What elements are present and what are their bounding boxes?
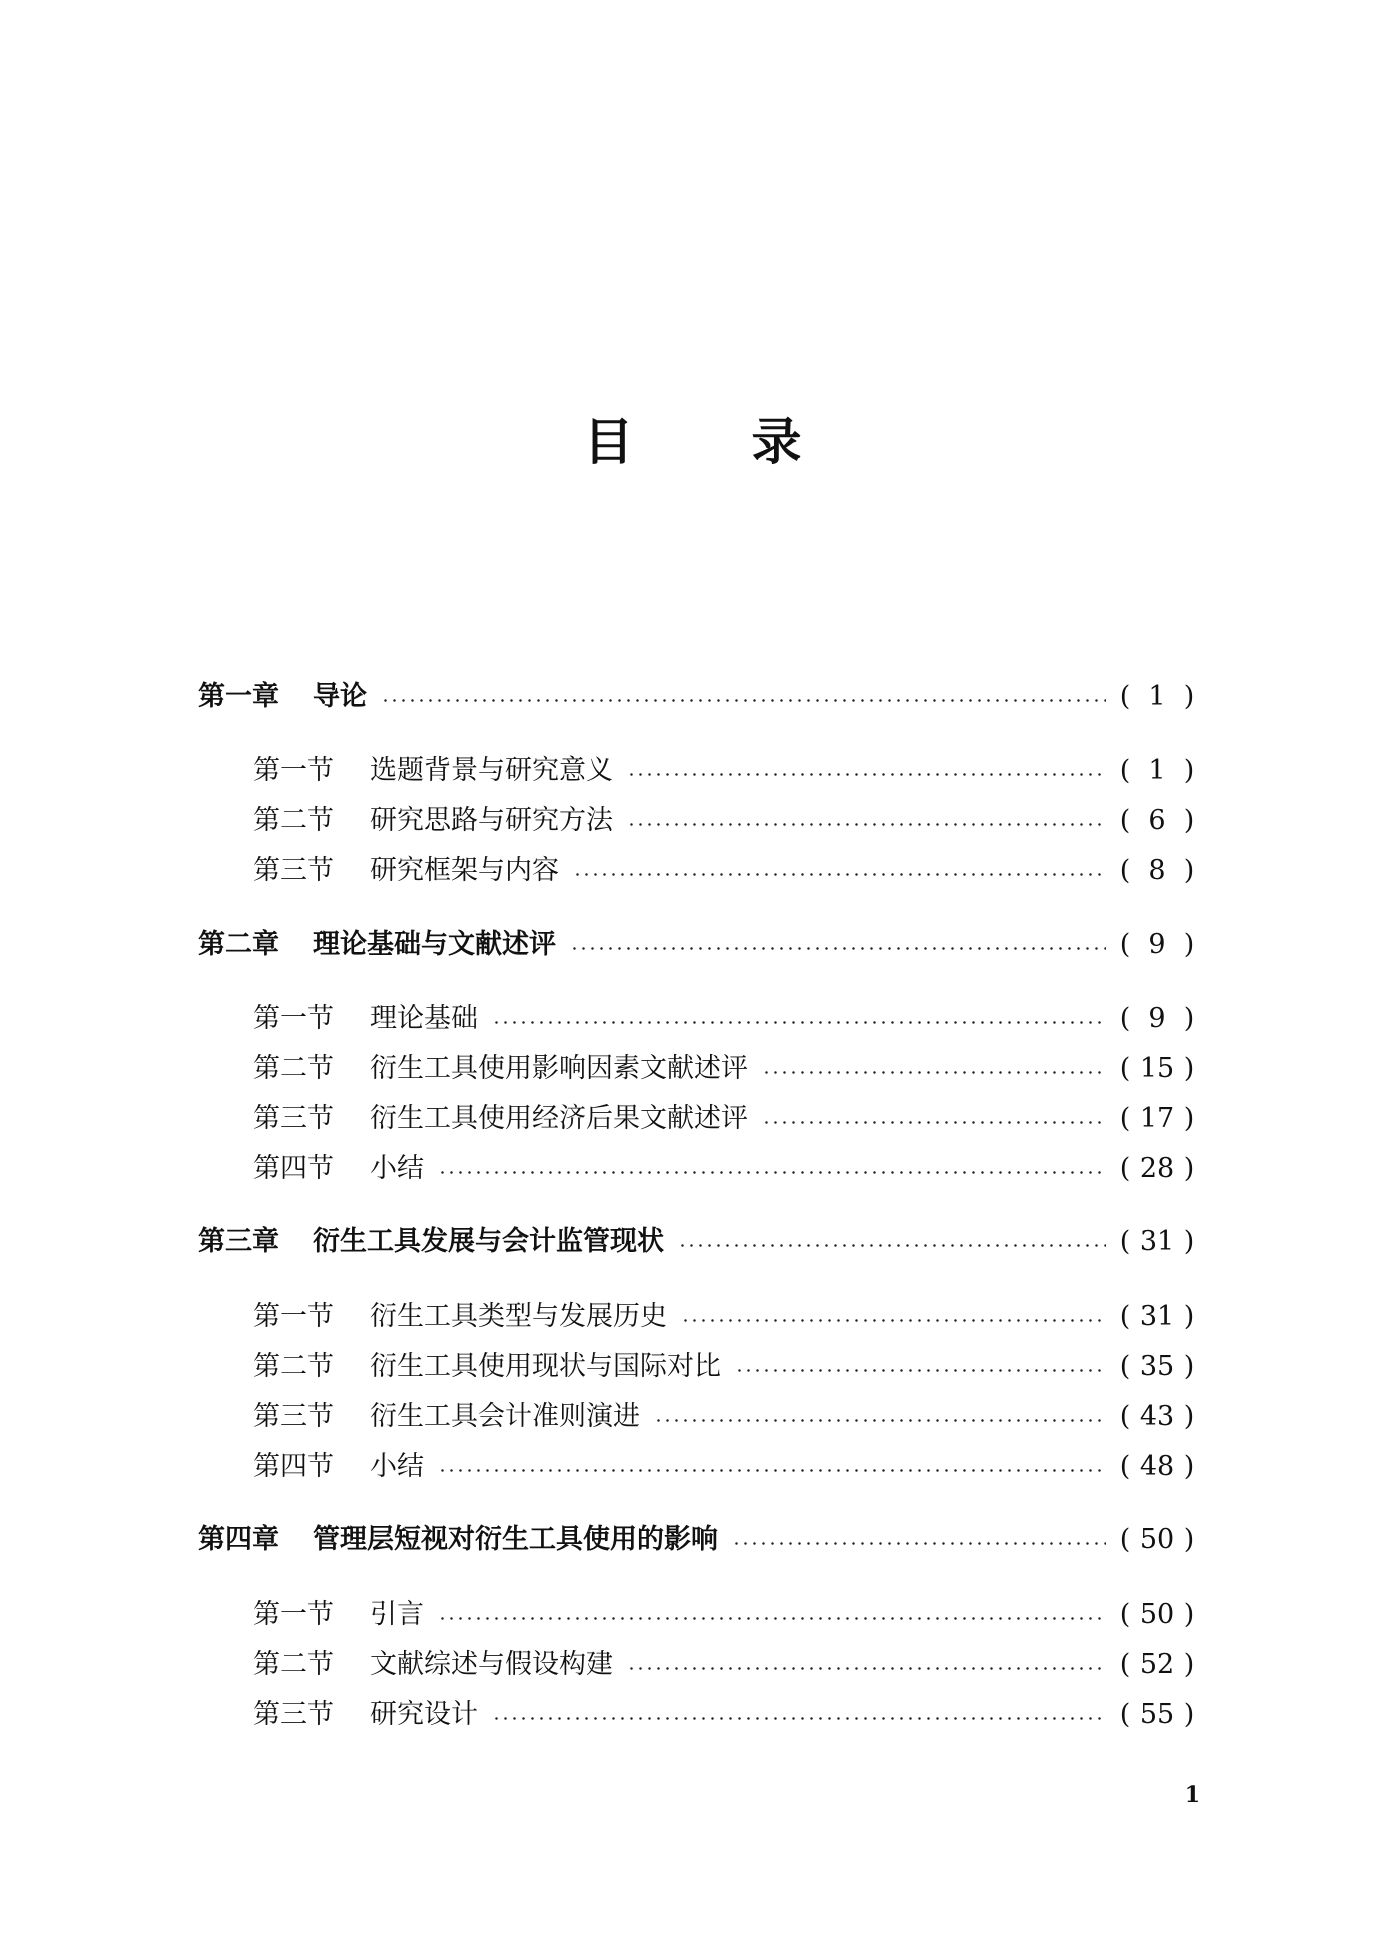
toc-entry-page [1118,925,1196,965]
toc-entry-number: 第三章 [198,1226,279,1257]
toc-entry-title: 衍生工具使用经济后果文献述评 [370,1103,748,1134]
toc-entry-page-number: 6 [1148,805,1166,836]
toc-entry-title: 衍生工具使用现状与国际对比 [370,1351,721,1382]
toc-entry-number: 第一节 [253,1599,334,1630]
toc-entry-number: 第四章 [198,1524,279,1555]
dot-leader [438,1171,1106,1174]
toc-entry-title: 研究设计 [370,1699,478,1730]
toc-entry-page [1118,1595,1196,1635]
toc-entry-number: 第二节 [253,805,334,836]
page-title-char: 目 [583,413,634,471]
dot-leader [381,699,1106,702]
open-paren: ( [1119,1401,1131,1432]
toc-entry-title: 衍生工具使用影响因素文献述评 [370,1053,748,1084]
toc-entry-number: 第一章 [198,681,279,712]
dot-leader [627,773,1106,776]
dot-leader [678,1244,1106,1247]
toc-entry-title: 研究思路与研究方法 [370,805,613,836]
close-paren: ) [1183,1053,1195,1084]
toc-entry-page [1118,1397,1196,1437]
toc-entry-page-number: 1 [1148,681,1166,712]
toc-entry-title: 文献综述与假设构建 [370,1649,613,1680]
toc-entry-page-number: 28 [1139,1153,1175,1184]
toc-entry-number: 第一节 [253,755,334,786]
close-paren: ) [1183,855,1195,886]
toc-entry-page [1118,1520,1196,1560]
open-paren: ( [1119,929,1131,960]
toc-chapter-entry[interactable] [198,1222,1196,1262]
toc-entry-page [1118,801,1196,841]
open-paren: ( [1119,1524,1131,1555]
open-paren: ( [1119,1003,1131,1034]
toc-entry-page-number: 9 [1148,929,1166,960]
toc-entry-page [1118,1645,1196,1685]
toc-entry-number: 第二节 [253,1053,334,1084]
toc-chapter-entry[interactable] [198,677,1196,717]
open-paren: ( [1119,755,1131,786]
open-paren: ( [1119,1599,1131,1630]
toc-entry-page-number: 31 [1139,1226,1175,1257]
close-paren: ) [1183,681,1195,712]
toc-section-entry[interactable] [253,1595,1196,1635]
dot-leader [762,1121,1106,1124]
toc-entry-title: 理论基础与文献述评 [313,929,556,960]
toc-entry-page [1118,1447,1196,1487]
toc-entry-page-number: 15 [1139,1053,1175,1084]
toc-section-entry[interactable] [253,801,1196,841]
toc-entry-number: 第二章 [198,929,279,960]
toc-entry-page-number: 52 [1139,1649,1175,1680]
dot-leader [573,873,1106,876]
toc-entry-title: 引言 [370,1599,424,1630]
close-paren: ) [1183,1301,1195,1332]
toc-entry-page [1118,1695,1196,1735]
toc-entry-title: 研究框架与内容 [370,855,559,886]
toc-entry-page-number: 17 [1139,1103,1175,1134]
toc-entry-number: 第四节 [253,1451,334,1482]
open-paren: ( [1119,1053,1131,1084]
toc-entry-title: 管理层短视对衍生工具使用的影响 [313,1524,718,1555]
open-paren: ( [1119,1103,1131,1134]
dot-leader [438,1617,1106,1620]
close-paren: ) [1183,1103,1195,1134]
toc-section-entry[interactable] [253,851,1196,891]
toc-entry-page [1118,751,1196,791]
toc-entry-title: 选题背景与研究意义 [370,755,613,786]
close-paren: ) [1183,1153,1195,1184]
toc-section-entry[interactable] [253,1695,1196,1735]
close-paren: ) [1183,929,1195,960]
toc-section-entry[interactable] [253,999,1196,1039]
open-paren: ( [1119,681,1131,712]
close-paren: ) [1183,1699,1195,1730]
close-paren: ) [1183,1451,1195,1482]
close-paren: ) [1183,1226,1195,1257]
toc-entry-page [1118,999,1196,1039]
toc-entry-page [1118,851,1196,891]
toc-entry-number: 第三节 [253,1699,334,1730]
close-paren: ) [1183,1524,1195,1555]
toc-entry-page [1118,1099,1196,1139]
close-paren: ) [1183,1401,1195,1432]
dot-leader [732,1542,1106,1545]
toc-entry-number: 第一节 [253,1301,334,1332]
toc-section-entry[interactable] [253,751,1196,791]
toc-entry-page-number: 1 [1148,755,1166,786]
toc-section-entry[interactable] [253,1099,1196,1139]
toc-entry-title: 衍生工具发展与会计监管现状 [313,1226,664,1257]
toc-entry-page-number: 31 [1139,1301,1175,1332]
close-paren: ) [1183,805,1195,836]
toc-chapter-entry[interactable] [198,1520,1196,1560]
toc-entry-title: 理论基础 [370,1003,478,1034]
dot-leader [654,1419,1106,1422]
toc-entry-page [1118,1049,1196,1089]
open-paren: ( [1119,1351,1131,1382]
dot-leader [681,1319,1106,1322]
toc-entry-number: 第二节 [253,1649,334,1680]
toc-entry-page-number: 55 [1139,1699,1175,1730]
dot-leader [627,823,1106,826]
toc-entry-number: 第三节 [253,1103,334,1134]
toc-entry-title: 导论 [313,681,367,712]
open-paren: ( [1119,1153,1131,1184]
toc-entry-page [1118,677,1196,717]
toc-section-entry[interactable] [253,1645,1196,1685]
dot-leader [627,1667,1106,1670]
toc-entry-page-number: 43 [1139,1401,1175,1432]
dot-leader [492,1021,1106,1024]
open-paren: ( [1119,805,1131,836]
close-paren: ) [1183,1351,1195,1382]
toc-entry-title: 衍生工具会计准则演进 [370,1401,640,1432]
toc-entry-number: 第四节 [253,1153,334,1184]
toc-entry-page-number: 50 [1139,1524,1175,1555]
toc-entry-number: 第三节 [253,1401,334,1432]
close-paren: ) [1183,1599,1195,1630]
toc-section-entry[interactable] [253,1347,1196,1387]
toc-entry-page [1118,1222,1196,1262]
toc-entry-number: 第一节 [253,1003,334,1034]
toc-chapter-entry[interactable] [198,925,1196,965]
close-paren: ) [1183,755,1195,786]
open-paren: ( [1119,1451,1131,1482]
toc-entry-page [1118,1347,1196,1387]
toc-entry-number: 第三节 [253,855,334,886]
toc-section-entry[interactable] [253,1447,1196,1487]
open-paren: ( [1119,855,1131,886]
open-paren: ( [1119,1226,1131,1257]
toc-section-entry[interactable] [253,1397,1196,1437]
toc-entry-page-number: 48 [1139,1451,1175,1482]
toc-entry-page [1118,1297,1196,1337]
dot-leader [438,1469,1106,1472]
dot-leader [492,1717,1106,1720]
toc-entry-page-number: 9 [1148,1003,1166,1034]
toc-entry-number: 第二节 [253,1351,334,1382]
dot-leader [570,947,1106,950]
page-number: 1 [1184,1782,1200,1808]
open-paren: ( [1119,1649,1131,1680]
close-paren: ) [1183,1003,1195,1034]
toc-section-entry[interactable] [253,1049,1196,1089]
toc-entry-page-number: 50 [1139,1599,1175,1630]
dot-leader [735,1369,1106,1372]
dot-leader [762,1071,1106,1074]
toc-entry-page-number: 35 [1139,1351,1175,1382]
toc-entry-page [1118,1149,1196,1189]
page-title-char: 录 [751,413,802,471]
open-paren: ( [1119,1699,1131,1730]
toc-section-entry[interactable] [253,1149,1196,1189]
toc-section-entry[interactable] [253,1297,1196,1337]
toc-entry-title: 小结 [370,1451,424,1482]
open-paren: ( [1119,1301,1131,1332]
toc-entry-title: 小结 [370,1153,424,1184]
close-paren: ) [1183,1649,1195,1680]
toc-entry-page-number: 8 [1148,855,1166,886]
toc-entry-title: 衍生工具类型与发展历史 [370,1301,667,1332]
